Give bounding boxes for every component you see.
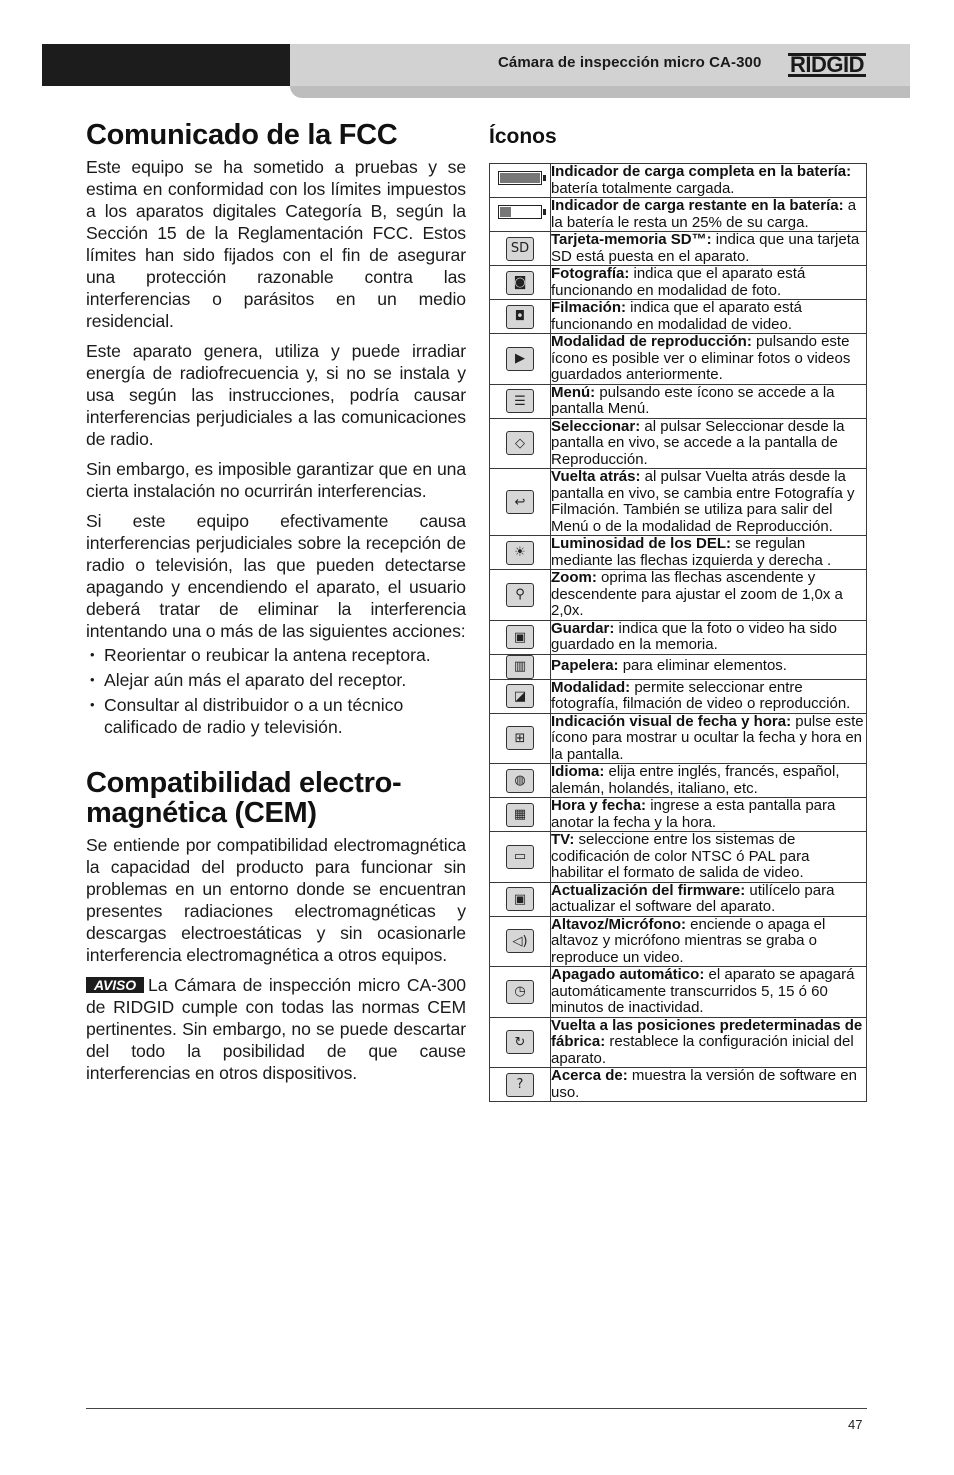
cem-section (86, 768, 466, 1084)
icon-text: indica que el aparato está funcionando en modalidad de video. (551, 299, 802, 333)
icon-text: seleccione entre los sistemas de codificación de color NTSC ó PAL para habilitar el formato de salida de video. (551, 831, 810, 881)
header-shadow (290, 86, 910, 98)
icon-description (551, 384, 867, 418)
aviso-badge: AVISO (86, 977, 144, 993)
icon-text: el aparato se apagará automáticamente transcurridos 5, 15 ó 60 minutos de inactividad. (551, 966, 855, 1016)
icon-title: Luminosidad de los DEL: (551, 535, 732, 552)
icon-text: muestra la versión de software en uso. (551, 1067, 857, 1101)
icons-heading: Íconos (489, 125, 557, 148)
icon-description (551, 620, 867, 654)
icon-text: batería totalmente cargada. (551, 179, 735, 197)
icon-description (551, 198, 867, 232)
icon-cell (490, 198, 551, 232)
icon-text: permite seleccionar entre fotografía, filmación de video o reproducción. (551, 678, 851, 712)
icon-cell (490, 536, 551, 570)
icon-title: Modalidad: (551, 678, 631, 696)
camera-icon: ◙ (506, 271, 534, 295)
icon-description (551, 654, 867, 679)
icon-description (551, 334, 867, 385)
icons-table (489, 163, 867, 1102)
ridgid-logo: RIDGID (790, 52, 864, 77)
fcc-paragraph-3: Sin embargo, es imposible garantizar que en una cierta instalación no ocurrirán interferencias. (86, 459, 466, 501)
icon-description (551, 967, 867, 1018)
table-row (490, 418, 867, 469)
icon-description (551, 1068, 867, 1102)
table-row (490, 266, 867, 300)
calendar-clock-icon: ▦ (506, 803, 534, 827)
icon-title: Zoom: (551, 569, 597, 586)
icon-title: Acerca de: (551, 1067, 628, 1084)
icon-title: Papelera: (551, 657, 619, 675)
icon-title: Menú: (551, 383, 596, 401)
table-row (490, 536, 867, 570)
select-icon: ◇ (506, 431, 534, 455)
battery-level-fill (500, 207, 511, 217)
icon-cell (490, 1068, 551, 1102)
icon-text: utilícelo para actualizar el software del aparato. (551, 881, 835, 915)
table-row (490, 334, 867, 385)
icon-cell (490, 654, 551, 679)
speaker-icon: ◁) (506, 929, 534, 953)
right-column (489, 124, 867, 1102)
icon-cell (490, 232, 551, 266)
table-row (490, 916, 867, 967)
icon-title: Guardar: (551, 619, 615, 637)
sd-card-icon: SD (506, 237, 534, 261)
playback-icon: ▶ (506, 347, 534, 371)
icon-description (551, 764, 867, 798)
icon-title: TV: (551, 831, 575, 848)
battery-level-fill (500, 173, 540, 183)
fcc-paragraph-4: Si este equipo efectivamente causa interferencias perjudiciales sobre la recepción de radio o televisión, las que pueden detectarse apagando y encendiendo el aparato, el usuario deberá tratar de eliminar la interferencia intentando una o más de las siguientes acciones: (86, 511, 466, 641)
icon-cell (490, 418, 551, 469)
icon-title: Actualización del firmware: (551, 881, 746, 899)
icon-text: oprima las flechas ascendente y descendente para ajustar el zoom de 1,0x a 2,0x. (551, 569, 843, 619)
led-brightness-icon: ☀ (506, 541, 534, 565)
icon-cell (490, 334, 551, 385)
icon-title: Indicador de carga restante en la batería: (551, 197, 844, 214)
icon-cell (490, 882, 551, 916)
save-icon: ▣ (506, 625, 534, 649)
icon-cell (490, 620, 551, 654)
table-row (490, 232, 867, 266)
icon-description (551, 164, 867, 198)
table-row (490, 620, 867, 654)
table-row (490, 679, 867, 713)
table-row (490, 1068, 867, 1102)
icon-cell (490, 469, 551, 536)
icon-cell (490, 713, 551, 764)
icon-cell (490, 798, 551, 832)
back-icon: ↩ (506, 490, 534, 514)
auto-off-icon: ◷ (506, 980, 534, 1004)
table-row (490, 764, 867, 798)
table-row (490, 1017, 867, 1068)
factory-reset-icon: ↻ (506, 1030, 534, 1054)
icon-title: Indicación visual de fecha y hora: (551, 712, 792, 730)
icon-cell (490, 916, 551, 967)
zoom-icon: ⚲ (506, 583, 534, 607)
icon-text: para eliminar elementos. (618, 657, 787, 675)
icon-description (551, 882, 867, 916)
icon-title: Apagado automático: (551, 966, 705, 983)
icon-text: indica que la foto o video ha sido guardado en la memoria. (551, 619, 838, 653)
icon-text: pulsando este ícono se accede a la pantalla Menú. (551, 383, 835, 417)
icon-cell (490, 164, 551, 198)
icon-title: Idioma: (551, 763, 605, 780)
icon-cell (490, 679, 551, 713)
trash-icon: ▥ (506, 655, 534, 679)
language-icon: ◍ (506, 769, 534, 793)
icon-cell (490, 266, 551, 300)
icon-description (551, 679, 867, 713)
icon-text: enciende o apaga el altavoz y micrófono mientras se graba o reproduce un video. (551, 915, 826, 966)
icon-text: a la batería le resta un 25% de su carga. (551, 197, 857, 231)
icon-title: Modalidad de reproducción: (551, 333, 752, 350)
aviso-text: La Cámara de inspección micro CA-300 de RIDGID cumple con todas las normas CEM pertinentes. Sin embargo, no se puede descartar del todo la posibilidad de que cause interferencias en otros dispositivos. (86, 975, 466, 1083)
header-black-band (42, 44, 290, 86)
table-row (490, 384, 867, 418)
icon-text: indica que una tarjeta SD está puesta en el aparato. (551, 231, 860, 265)
icon-text: al pulsar Seleccionar desde la pantalla en vivo, se accede a la pantalla de Reproducción. (551, 417, 845, 468)
cem-heading-line-1: Compatibilidad electro- (86, 767, 402, 799)
icon-description (551, 570, 867, 621)
battery-partial-icon (498, 205, 542, 219)
icon-cell (490, 300, 551, 334)
date-time-display-icon: ⊞ (506, 726, 534, 750)
icon-description (551, 300, 867, 334)
cem-heading-line-2: magnética (CEM) (86, 797, 317, 829)
table-row (490, 654, 867, 679)
list-item: • Consultar al distribuidor o a un técnico calificado de radio y televisión. (86, 694, 466, 738)
list-item: • Reorientar o reubicar la antena receptora. (86, 644, 466, 666)
mode-icon: ◪ (506, 684, 534, 708)
icon-title: Tarjeta-memoria SD™: (551, 231, 712, 248)
table-row (490, 300, 867, 334)
icon-text: se regulan mediante las flechas izquierda y derecha . (551, 535, 832, 569)
icon-description (551, 418, 867, 469)
table-row (490, 713, 867, 764)
table-row (490, 967, 867, 1018)
icon-cell (490, 384, 551, 418)
cem-paragraph-2 (86, 974, 466, 1084)
table-row (490, 164, 867, 198)
battery-full-icon (498, 171, 542, 185)
icon-title: Hora y fecha: (551, 797, 647, 814)
icon-text: elija entre inglés, francés, español, alemán, holandés, italiano, etc. (551, 763, 840, 797)
cem-paragraph-1: Se entiende por compatibilidad electromagnética la capacidad del producto para funcionar sin problemas en un entorno donde se encuentran presentes radiaciones electromagnéticas y descargas electroestáticas y sin ocasionarle interferencia electromagnética a otros equipos. (86, 835, 466, 965)
icon-description (551, 798, 867, 832)
table-row (490, 832, 867, 883)
fcc-heading: Comunicado de la FCC (86, 119, 398, 151)
icon-text: ingrese a esta pantalla para anotar la fecha y la hora. (551, 797, 836, 831)
menu-icon: ☰ (506, 389, 534, 413)
icon-description (551, 469, 867, 536)
icon-description (551, 536, 867, 570)
header-title: Cámara de inspección micro CA-300 (498, 54, 762, 71)
icon-cell (490, 764, 551, 798)
icon-description (551, 713, 867, 764)
footer-rule (86, 1408, 867, 1409)
list-item: • Alejar aún más el aparato del receptor. (86, 669, 466, 691)
icon-title: Vuelta a las posiciones predeterminadas de fábrica: (551, 1016, 863, 1050)
icon-description (551, 1017, 867, 1068)
icon-text: al pulsar Vuelta atrás desde la pantalla en vivo, se cambia entre Fotografía y Filmación. También se utiliza para salir del Menú o de la modalidad de Reproducción. (551, 468, 855, 535)
icon-text: pulsando este ícono es posible ver o eliminar fotos o videos guardados anteriormente. (551, 333, 851, 383)
icon-cell (490, 832, 551, 883)
about-icon: ? (506, 1073, 534, 1097)
video-camera-icon: ◘ (506, 305, 534, 329)
table-row (490, 798, 867, 832)
icon-description (551, 232, 867, 266)
icon-text: pulse este ícono para mostrar u ocultar la fecha y hora en la pantalla. (551, 712, 864, 763)
firmware-update-icon: ▣ (506, 887, 534, 911)
icon-description (551, 832, 867, 883)
icon-cell (490, 967, 551, 1018)
table-row (490, 570, 867, 621)
fcc-paragraph-2: Este aparato genera, utiliza y puede irradiar energía de radiofrecuencia y, si no se instala y usa según las instrucciones, podría causar interferencias perjudiciales a las comunicaciones de radio. (86, 341, 466, 449)
table-row (490, 198, 867, 232)
icon-text: restablece la configuración inicial del aparato. (551, 1033, 854, 1067)
icon-description (551, 266, 867, 300)
table-row (490, 469, 867, 536)
table-row (490, 882, 867, 916)
icon-title: Seleccionar: (551, 417, 641, 435)
icon-title: Indicador de carga completa en la batería: (551, 163, 852, 180)
tv-icon: ▭ (506, 845, 534, 869)
icon-title: Fotografía: (551, 265, 630, 282)
icon-description (551, 916, 867, 967)
icon-title: Vuelta atrás: (551, 468, 641, 485)
icon-text: indica que el aparato está funcionando en modalidad de foto. (551, 265, 806, 299)
left-column (86, 120, 466, 1084)
fcc-paragraph-1: Este equipo se ha sometido a pruebas y se estima en conformidad con los límites impuestos a los aparatos digitales Categoría B, según la Sección 15 de la Reglamentación FCC. Estos límites han sido fijados con el fin de asegurar una protección razonable contra las interferencias o parásitos en un medio residencial. (86, 157, 466, 331)
icon-cell (490, 1017, 551, 1068)
fcc-action-list (86, 644, 466, 738)
page-number: 47 (848, 1417, 863, 1432)
icon-cell (490, 570, 551, 621)
icon-title: Altavoz/Micrófono: (551, 915, 686, 933)
cem-heading (86, 768, 466, 828)
icon-title: Filmación: (551, 299, 627, 316)
